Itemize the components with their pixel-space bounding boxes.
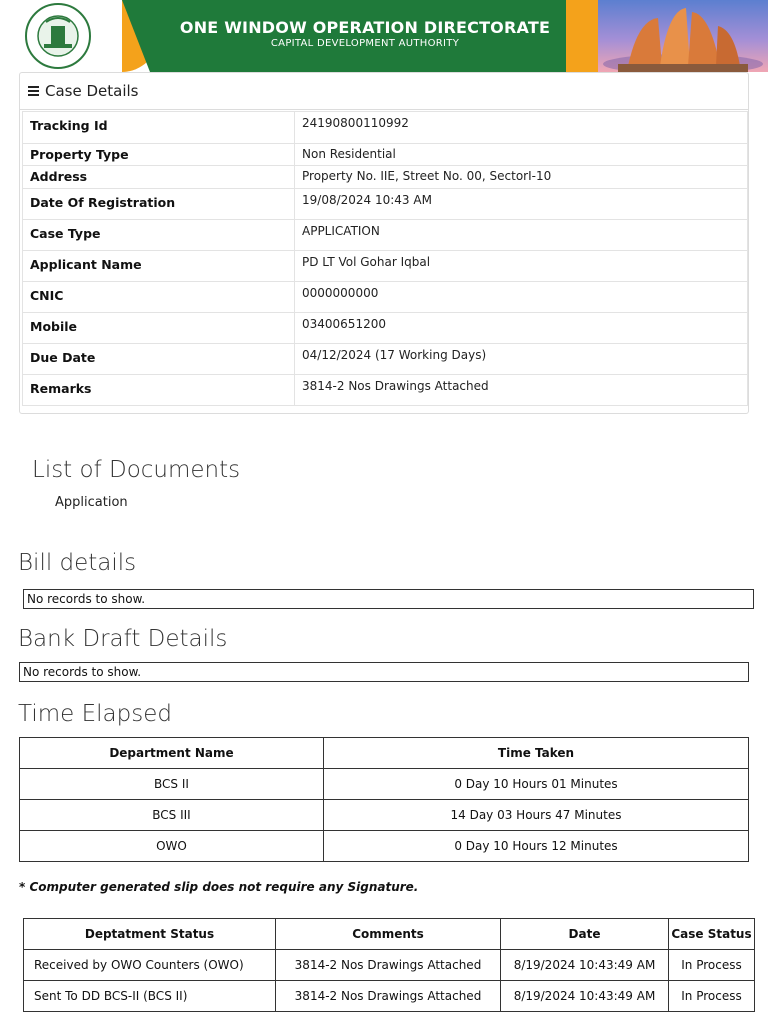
detail-label: Address (23, 166, 295, 189)
detail-label: Tracking Id (23, 112, 295, 144)
case-status-cell: In Process (669, 950, 755, 981)
detail-row-mobile (23, 313, 748, 344)
detail-label: Property Type (23, 144, 295, 166)
documents-heading: List of Documents (32, 457, 241, 483)
detail-row-remarks (23, 375, 748, 406)
detail-label: Applicant Name (23, 251, 295, 282)
department-cell: BCS II (20, 769, 324, 800)
banner-title: ONE WINDOW OPERATION DIRECTORATE (179, 18, 551, 37)
table-header-row (20, 738, 749, 769)
detail-value: 04/12/2024 (17 Working Days) (295, 344, 748, 375)
detail-value: 03400651200 (295, 313, 748, 344)
menu-icon (28, 86, 39, 96)
bill-details-heading: Bill details (18, 550, 137, 576)
status-cell: Received by OWO Counters (OWO) (24, 950, 276, 981)
table-row (24, 981, 755, 1012)
case-details-table (22, 111, 748, 406)
detail-label: Due Date (23, 344, 295, 375)
detail-value: 0000000000 (295, 282, 748, 313)
detail-row-date-of-registration (23, 189, 748, 220)
table-row (24, 950, 755, 981)
detail-value: Property No. IIE, Street No. 00, SectorI-10 (295, 166, 748, 189)
table-row (20, 800, 749, 831)
column-header: Department Name (20, 738, 324, 769)
comments-cell: 3814-2 Nos Drawings Attached (276, 981, 501, 1012)
table-header-row (24, 919, 755, 950)
status-cell: Sent To DD BCS-II (BCS II) (24, 981, 276, 1012)
column-header: Comments (276, 919, 501, 950)
detail-value: 3814-2 Nos Drawings Attached (295, 375, 748, 406)
detail-label: Remarks (23, 375, 295, 406)
detail-row-due-date (23, 344, 748, 375)
detail-value: 19/08/2024 10:43 AM (295, 189, 748, 220)
detail-value: APPLICATION (295, 220, 748, 251)
detail-value: 24190800110992 (295, 112, 748, 144)
time-taken-cell: 0 Day 10 Hours 01 Minutes (324, 769, 749, 800)
header-banner (0, 0, 768, 72)
time-taken-cell: 0 Day 10 Hours 12 Minutes (324, 831, 749, 862)
banner-subtitle: CAPITAL DEVELOPMENT AUTHORITY (270, 38, 460, 49)
detail-label: CNIC (23, 282, 295, 313)
date-cell: 8/19/2024 10:43:49 AM (501, 950, 669, 981)
date-cell: 8/19/2024 10:43:49 AM (501, 981, 669, 1012)
cda-logo (22, 2, 94, 70)
monument-image (598, 0, 768, 72)
detail-row-property-type (23, 144, 748, 166)
case-details-title: Case Details (45, 82, 139, 100)
table-row (20, 769, 749, 800)
bank-draft-empty-message: No records to show. (19, 662, 749, 682)
department-status-table (23, 918, 755, 1012)
signature-note: * Computer generated slip does not require any Signature. (19, 880, 419, 894)
time-taken-cell: 14 Day 03 Hours 47 Minutes (324, 800, 749, 831)
column-header: Case Status (669, 919, 755, 950)
table-row (20, 831, 749, 862)
detail-value: Non Residential (295, 144, 748, 166)
detail-row-case-type (23, 220, 748, 251)
column-header: Deptatment Status (24, 919, 276, 950)
detail-row-applicant-name (23, 251, 748, 282)
detail-value: PD LT Vol Gohar Iqbal (295, 251, 748, 282)
bank-draft-heading: Bank Draft Details (18, 626, 228, 652)
detail-row-address (23, 166, 748, 189)
bill-empty-message: No records to show. (23, 589, 754, 609)
case-status-cell: In Process (669, 981, 755, 1012)
detail-row-cnic (23, 282, 748, 313)
case-details-header (20, 73, 748, 110)
time-elapsed-table (19, 737, 749, 862)
detail-label: Case Type (23, 220, 295, 251)
column-header: Time Taken (324, 738, 749, 769)
detail-label: Mobile (23, 313, 295, 344)
comments-cell: 3814-2 Nos Drawings Attached (276, 950, 501, 981)
department-cell: OWO (20, 831, 324, 862)
document-item: Application (55, 495, 128, 510)
department-cell: BCS III (20, 800, 324, 831)
detail-label: Date Of Registration (23, 189, 295, 220)
time-elapsed-heading: Time Elapsed (18, 701, 172, 727)
column-header: Date (501, 919, 669, 950)
detail-row-tracking-id (23, 112, 748, 144)
case-details-panel (19, 72, 749, 414)
